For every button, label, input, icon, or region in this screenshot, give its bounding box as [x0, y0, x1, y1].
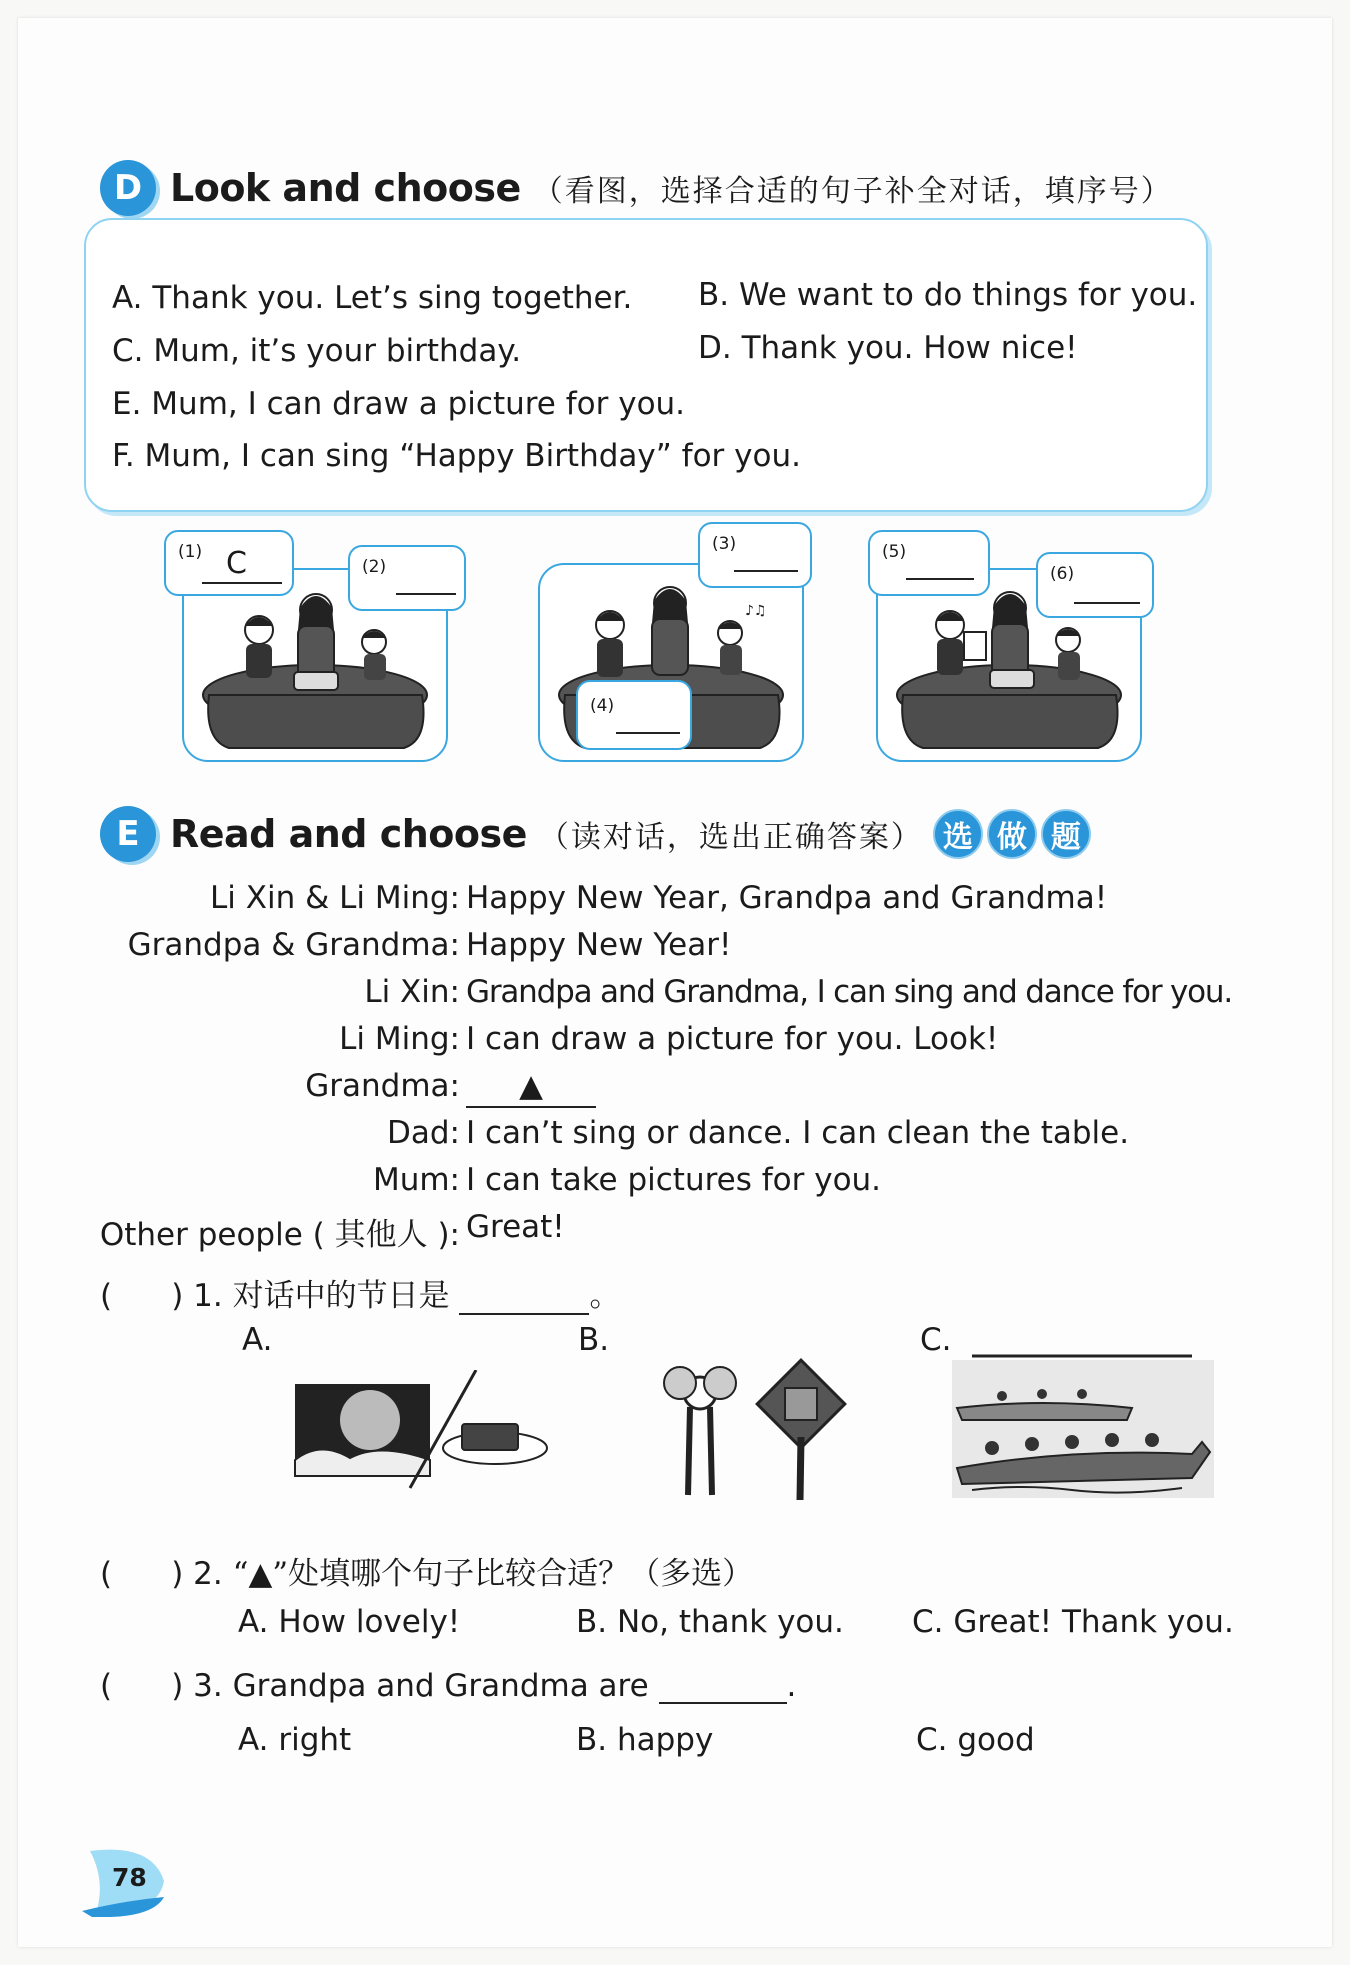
optional-badge-2: 做 — [987, 809, 1037, 859]
question-3-tail: . — [786, 1668, 797, 1704]
dialogue-speaker-4: Li Ming: — [339, 1021, 460, 1057]
section-e-header — [100, 806, 1091, 862]
choice-c: C. Mum, it’s your birthday. — [112, 333, 522, 369]
dialogue-blank-triangle: ▲ — [466, 1068, 596, 1108]
choice-a: A. Thank you. Let’s sing together. — [112, 280, 633, 316]
optional-badge-3: 题 — [1041, 809, 1091, 859]
q3-option-b[interactable]: B. happy — [576, 1722, 714, 1758]
q1-option-c-label[interactable]: C. — [920, 1322, 952, 1358]
q3-option-a[interactable]: A. right — [238, 1722, 352, 1758]
bubble-4-number: (4) — [590, 696, 615, 716]
bubble-4-blank[interactable] — [616, 732, 680, 734]
bubble-6-number: (6) — [1050, 564, 1075, 584]
q1-option-a-label[interactable]: A. — [242, 1322, 273, 1358]
q2-option-b[interactable]: B. No, thank you. — [576, 1604, 844, 1640]
q2-option-c[interactable]: C. Great! Thank you. — [912, 1604, 1234, 1640]
question-2-stem: “▲”处填哪个句子比较合适？（多选） — [232, 1556, 754, 1592]
question-3 — [100, 1668, 796, 1704]
choice-f: F. Mum, I can sing “Happy Birthday” for you. — [112, 438, 801, 474]
question-2-number: 2. — [193, 1556, 223, 1592]
dialogue-speaker-7: Mum: — [372, 1162, 460, 1198]
bubble-3-blank[interactable] — [734, 570, 798, 572]
answer-paren-2[interactable]: ( ) — [100, 1556, 184, 1592]
dialogue-text-8: Great! — [466, 1209, 565, 1245]
question-1 — [100, 1270, 620, 1315]
bubble-3-number: (3) — [712, 534, 737, 554]
question-2 — [100, 1548, 753, 1593]
bubble-1-number: (1) — [178, 542, 203, 562]
choice-b: B. We want to do things for you. — [698, 277, 1198, 313]
dialogue-text-1: Happy New Year, Grandpa and Grandma! — [466, 880, 1108, 916]
dialogue-speaker-2: Grandpa & Grandma: — [127, 927, 460, 963]
speech-bubble-2 — [348, 545, 466, 611]
question-3-number: 3. — [193, 1668, 223, 1704]
dragon-boat-race-picture — [952, 1348, 1214, 1498]
section-e-badge: E — [100, 806, 156, 862]
question-1-blank[interactable] — [459, 1313, 589, 1315]
section-e-title: Read and choose — [170, 812, 527, 856]
section-e-instruction: （读对话，选出正确答案） — [538, 820, 923, 855]
bubble-5-number: (5) — [882, 542, 907, 562]
page-number: 78 — [112, 1863, 147, 1892]
question-1-stem: 对话中的节日是 — [232, 1278, 450, 1314]
answer-paren-3[interactable]: ( ) — [100, 1668, 184, 1704]
section-d-title: Look and choose — [170, 166, 521, 210]
answer-paren-1[interactable]: ( ) — [100, 1278, 184, 1314]
dialogue-speaker-1: Li Xin & Li Ming: — [210, 880, 460, 916]
q2-option-a[interactable]: A. How lovely! — [238, 1604, 461, 1640]
dialogue-speaker-8: Other people ( 其他人 ): — [99, 1217, 460, 1253]
optional-badge-1: 选 — [933, 809, 983, 859]
speech-bubble-5 — [868, 530, 990, 596]
section-d-badge: D — [100, 160, 156, 216]
dialogue-text-6: I can’t sing or dance. I can clean the table. — [466, 1115, 1130, 1151]
svg-text:♪♫: ♪♫ — [745, 603, 767, 619]
chinese-knot-decoration-picture — [640, 1345, 860, 1503]
dialogue-text-4: I can draw a picture for you. Look! — [466, 1021, 999, 1057]
choice-e: E. Mum, I can draw a picture for you. — [112, 386, 686, 422]
speech-bubble-1 — [164, 530, 294, 596]
question-1-number: 1. — [193, 1278, 223, 1314]
question-3-stem: Grandpa and Grandma are — [232, 1668, 649, 1704]
section-d-header — [100, 160, 1173, 216]
question-1-tail: 。 — [589, 1278, 621, 1314]
speech-bubble-3 — [698, 522, 812, 588]
question-3-blank[interactable] — [659, 1702, 787, 1704]
page-number-tab — [82, 1845, 172, 1917]
bubble-1-blank[interactable] — [202, 582, 282, 584]
bubble-5-blank[interactable] — [906, 578, 974, 580]
mid-autumn-moon-mooncake-picture — [290, 1370, 550, 1496]
dialogue-speaker-5: Grandma: — [305, 1068, 460, 1104]
bubble-2-blank[interactable] — [396, 593, 456, 595]
speech-bubble-6 — [1036, 552, 1154, 618]
dialogue-text-3: Grandpa and Grandma, I can sing and dance for you. — [466, 974, 1233, 1010]
dialogue-speaker-3: Li Xin: — [364, 974, 460, 1010]
q3-option-c[interactable]: C. good — [916, 1722, 1035, 1758]
dialogue-text-2: Happy New Year! — [466, 927, 732, 963]
bubble-6-blank[interactable] — [1074, 602, 1140, 604]
q1-option-b-label[interactable]: B. — [578, 1322, 610, 1358]
choice-d: D. Thank you. How nice! — [698, 330, 1078, 366]
bubble-2-number: (2) — [362, 557, 387, 577]
dialogue-speaker-6: Dad: — [387, 1115, 460, 1151]
section-d-instruction: （看图，选择合适的句子补全对话，填序号） — [532, 174, 1173, 209]
dialogue-text-7: I can take pictures for you. — [466, 1162, 882, 1198]
speech-bubble-4 — [576, 680, 692, 750]
bubble-1-answer: C — [226, 546, 247, 581]
